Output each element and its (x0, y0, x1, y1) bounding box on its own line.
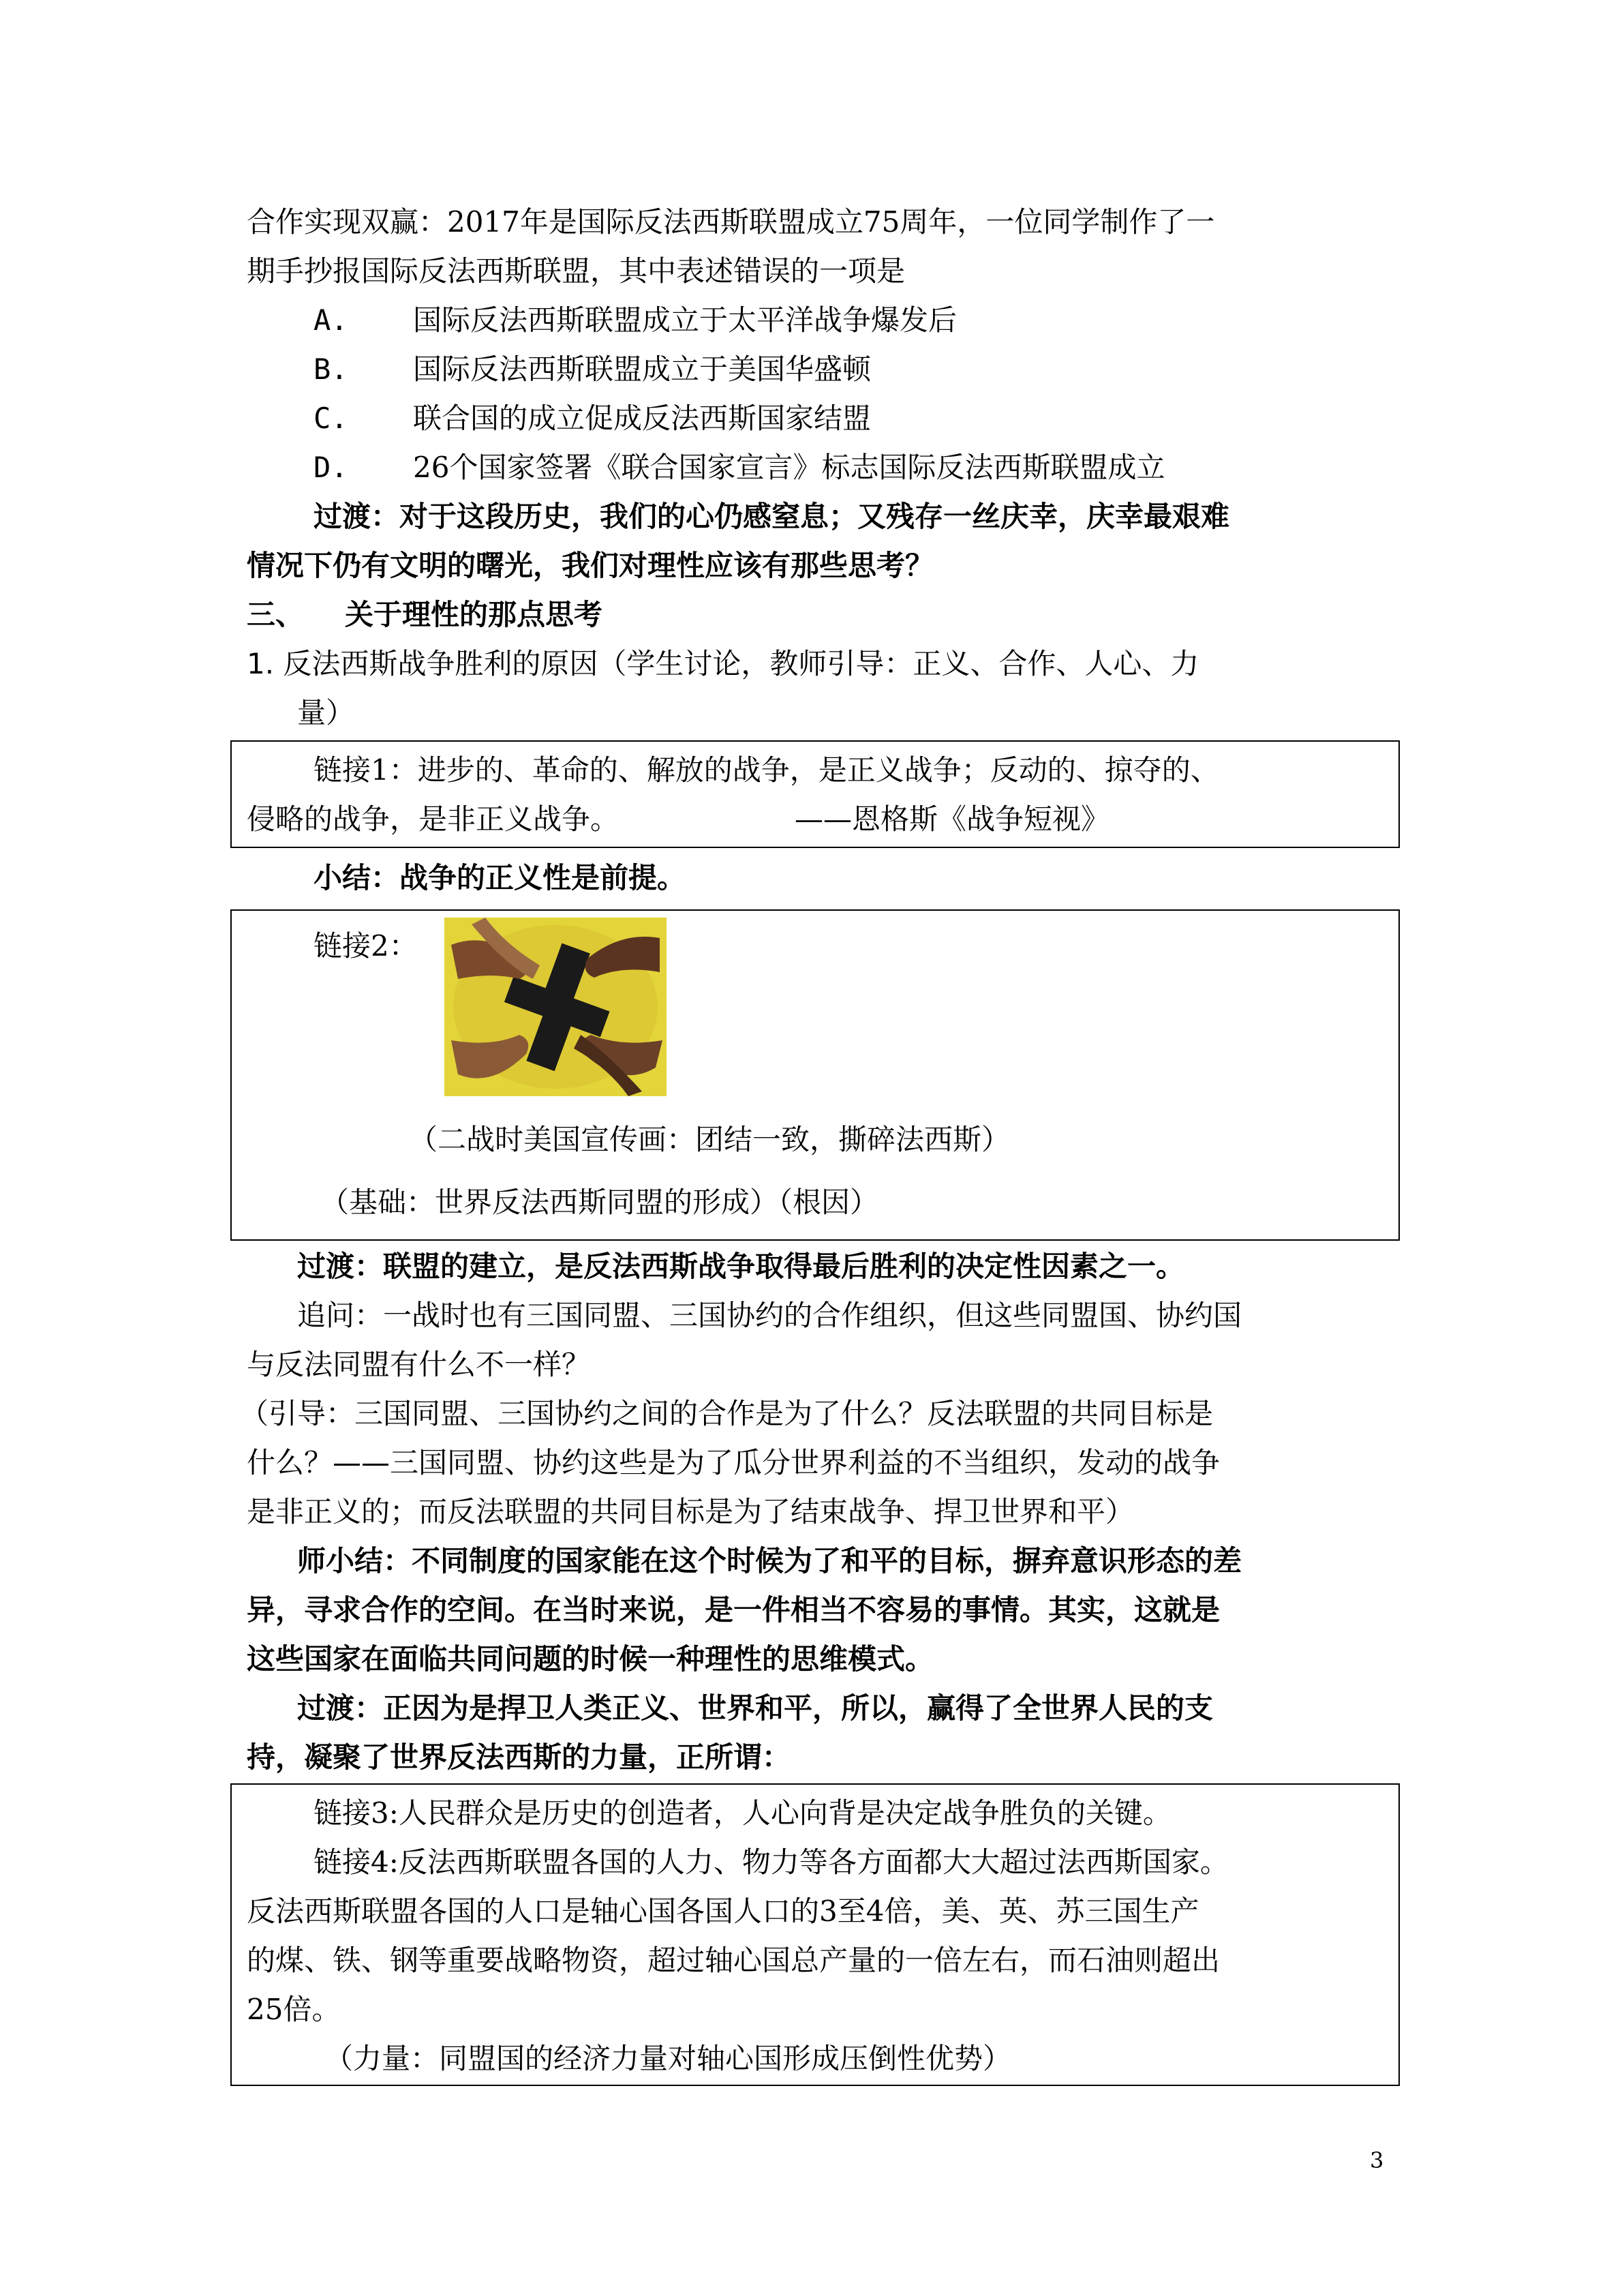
teacher-summary-line3: 这些国家在面临共同问题的时候一种理性的思维模式。 (247, 1642, 934, 1676)
option-d-text: 26个国家签署《联合国家宣言》标志国际反法西斯联盟成立 (413, 451, 1165, 484)
point1-line2: 量） (297, 696, 355, 729)
point1-line1: 1. 反法西斯战争胜利的原因（学生讨论，教师引导：正义、合作、人心、力 (247, 647, 1199, 680)
link2-basis: （基础：世界反法西斯同盟的形成）（根因） (320, 1185, 879, 1219)
followup-line2: 与反法同盟有什么不一样？ (247, 1348, 591, 1381)
transition2: 过渡：联盟的建立，是反法西斯战争取得最后胜利的决定性因素之一。 (297, 1250, 1185, 1283)
summary1: 小结：战争的正义性是前提。 (313, 861, 686, 894)
transition3-line1: 过渡：正因为是捍卫人类正义、世界和平，所以，赢得了全世界人民的支 (297, 1691, 1214, 1725)
guide-line3: 是非正义的；而反法联盟的共同目标是为了结束战争、捍卫世界和平） (247, 1495, 1135, 1528)
link1-source: ——恩格斯《战争短视》 (795, 802, 1110, 836)
link3: 链接3:人民群众是历史的创造者，人心向背是决定战争胜负的关键。 (313, 1796, 1172, 1830)
link2-label: 链接2： (313, 929, 418, 963)
guide-line1: （引导：三国同盟、三国协约之间的合作是为了什么？反法联盟的共同目标是 (240, 1397, 1214, 1430)
poster-caption: （二战时美国宣传画：团结一致，撕碎法西斯） (409, 1123, 1011, 1156)
option-b-letter: B. (313, 352, 348, 386)
teacher-summary-line2: 异，寻求合作的空间。在当时来说，是一件相当不容易的事情。其实，这就是 (247, 1593, 1221, 1627)
section-title: 关于理性的那点思考 (345, 598, 603, 631)
link4-line4: 25倍。 (247, 1993, 341, 2026)
transition1-line2: 情况下仍有文明的曙光，我们对理性应该有那些思考？ (247, 549, 934, 582)
link4-line1: 链接4:反法西斯联盟各国的人力、物力等各方面都大大超过法西斯国家。 (313, 1845, 1229, 1879)
propaganda-poster-image (444, 918, 667, 1096)
option-a-text: 国际反法西斯联盟成立于太平洋战争爆发后 (413, 303, 958, 337)
poster-hands-tearing-swastika-icon (444, 918, 667, 1096)
transition1-line1: 过渡：对于这段历史，我们的心仍感窒息；又残存一丝庆幸，庆幸最艰难 (313, 500, 1230, 533)
page-number: 3 (1370, 2147, 1384, 2173)
link4-line3: 的煤、铁、钢等重要战略物资，超过轴心国总产量的一倍左右，而石油则超出 (247, 1944, 1221, 1977)
link1-line2: 侵略的战争，是非正义战争。 (247, 802, 619, 836)
link1-line1: 链接1：进步的、革命的、解放的战争，是正义战争；反动的、掠夺的、 (313, 753, 1219, 787)
option-c-text: 联合国的成立促成反法西斯国家结盟 (413, 402, 872, 435)
question-text-line2: 期手抄报国际反法西斯联盟，其中表述错误的一项是 (247, 254, 906, 288)
option-b-text: 国际反法西斯联盟成立于美国华盛顿 (413, 352, 872, 386)
section-number: 三、 (247, 598, 305, 631)
transition3-line2: 持，凝聚了世界反法西斯的力量，正所谓： (247, 1740, 791, 1774)
option-a-letter: A. (313, 303, 348, 337)
link4-power: （力量：同盟国的经济力量对轴心国形成压倒性优势） (324, 2042, 1012, 2075)
teacher-summary-line1: 师小结：不同制度的国家能在这个时候为了和平的目标，摒弃意识形态的差 (297, 1544, 1242, 1577)
guide-line2: 什么？——三国同盟、协约这些是为了瓜分世界利益的不当组织，发动的战争 (247, 1446, 1221, 1479)
option-c-letter: C. (313, 402, 348, 435)
option-d-letter: D. (313, 451, 348, 484)
followup-line1: 追问：一战时也有三国同盟、三国协约的合作组织，但这些同盟国、协约国 (297, 1299, 1242, 1332)
question-text-line1: 合作实现双赢：2017年是国际反法西斯联盟成立75周年，一位同学制作了一 (247, 205, 1215, 239)
link4-line2: 反法西斯联盟各国的人口是轴心国各国人口的3至4倍，美、英、苏三国生产 (247, 1894, 1199, 1928)
